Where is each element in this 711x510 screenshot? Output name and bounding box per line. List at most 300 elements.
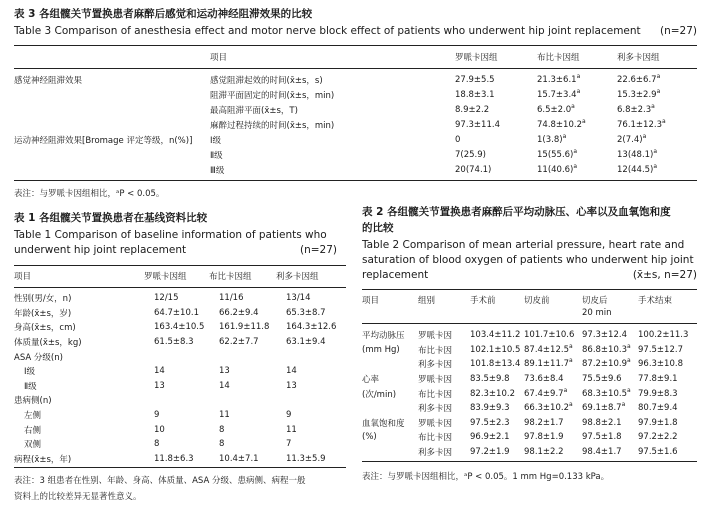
significance-mark: a	[626, 357, 631, 365]
table1-row-label	[14, 320, 154, 335]
table1-row-ropivacaine-text: 11.8±6.3	[154, 453, 194, 464]
table2-row-preop-text: 102.1±10.5	[470, 344, 521, 355]
table3-row-lidocaine	[617, 147, 697, 162]
table3-row-item-text: 最高阻滞平面(x̄±s，T)	[210, 105, 298, 116]
table3-row-group	[14, 147, 210, 162]
table3-row-group	[14, 87, 210, 102]
table2-row-postincision-text: 98.4±1.7	[582, 447, 622, 458]
table2-header	[362, 293, 697, 319]
table3-header-group	[14, 50, 210, 64]
table2-row-end-text: 96.3±10.8	[638, 359, 683, 370]
table3-row-bupivacaine	[537, 162, 617, 177]
table2-row-group-text: 罗哌卡因	[418, 418, 453, 429]
table1-row-bupivacaine	[219, 306, 286, 321]
table2-row-preop-text: 96.9±2.1	[470, 432, 510, 443]
significance-mark: a	[626, 343, 631, 351]
table3-row-group	[14, 72, 210, 87]
table3-row-bupivacaine	[537, 132, 617, 147]
table2-row-preop-text: 82.3±10.2	[470, 388, 515, 399]
table2-header-rule	[362, 323, 697, 324]
table1-row-label	[14, 291, 154, 306]
table1-row-ropivacaine	[154, 364, 219, 379]
significance-mark: a	[571, 102, 575, 110]
table2-row-preop-text: 97.2±1.9	[470, 447, 510, 458]
significance-mark: a	[562, 132, 567, 140]
significance-mark: a	[576, 87, 581, 95]
table3-row-ropivacaine	[455, 147, 537, 162]
table-row	[14, 117, 697, 132]
significance-mark: a	[656, 72, 661, 80]
table2-row-item	[362, 386, 418, 401]
table1-row-ropivacaine	[154, 335, 219, 350]
table2-title-en-2: saturation of blood oxygen of patients who underwent hip joint	[362, 254, 694, 266]
table2-row-preop-text: 103.4±11.2	[470, 330, 521, 341]
table3-row-ropivacaine-text: 0	[455, 134, 461, 145]
table2-row-preincision	[524, 343, 582, 358]
table1-row-lidocaine-text: 11.3±5.9	[286, 453, 326, 464]
table-row	[14, 437, 346, 452]
table1-header-lidocaine: 利多卡因组	[276, 272, 319, 282]
table1-row-bupivacaine-text: 161.9±11.8	[219, 322, 270, 333]
table3-footnote-text: 表注：与罗哌卡因组相比，ᵃP < 0.05。	[14, 189, 165, 199]
table3-header-lidocaine: 利多卡因组	[617, 53, 660, 63]
table1-row-ropivacaine	[154, 320, 219, 335]
table-row	[14, 147, 697, 162]
table1-row-label	[14, 379, 154, 394]
table3-row-bupivacaine-text: 21.3±6.1	[537, 74, 577, 85]
table3-row-ropivacaine	[455, 162, 537, 177]
table2-row-preop	[470, 372, 524, 387]
significance-mark: a	[568, 343, 573, 351]
table3-row-lidocaine	[617, 132, 697, 147]
table1-row-label-text: Ⅰ级	[24, 367, 36, 378]
table3-row-item	[210, 87, 455, 102]
table2-row-end	[638, 445, 697, 460]
table2-row-postincision	[582, 386, 638, 401]
table1-footnote-2: 资料上的比较差异无显著性意义。	[14, 492, 142, 502]
table2-row-end-text: 97.9±1.8	[638, 417, 678, 428]
table2-row-group-text: 布比卡因	[418, 345, 453, 356]
table2-row-item	[362, 416, 418, 431]
table3-row-lidocaine-text: 13(48.1)	[617, 149, 654, 160]
table1-row-label	[14, 306, 154, 321]
table-row	[14, 72, 697, 87]
table1-row-lidocaine	[286, 335, 346, 350]
table2-row-preop-text: 83.9±9.3	[470, 403, 510, 414]
table-row	[14, 349, 346, 364]
table2-row-postincision	[582, 372, 638, 387]
table1-row-ropivacaine-text: 64.7±10.1	[154, 307, 199, 318]
table1-bottom-rule	[14, 467, 346, 468]
table1-row-lidocaine	[286, 422, 346, 437]
table-row	[14, 87, 697, 102]
table2-row-end	[638, 416, 697, 431]
table3-title-en: Table 3 Comparison of anesthesia effect and motor nerve block effect of patients who underwent hip joint replacement	[14, 25, 641, 37]
table1-row-bupivacaine	[219, 437, 286, 452]
table3-header-item: 项目	[210, 53, 228, 63]
table2-row-group-text: 利多卡因	[418, 360, 453, 371]
table2-row-preincision	[524, 328, 582, 343]
table3-row-ropivacaine-text: 7(25.9)	[455, 149, 486, 160]
table2-row-end-text: 100.2±11.3	[638, 330, 689, 341]
table3-row-ropivacaine-text: 27.9±5.5	[455, 74, 495, 85]
table2-row-postincision-text: 98.8±2.1	[582, 417, 622, 428]
table1-row-ropivacaine-text: 12/15	[154, 293, 179, 304]
table3-row-item	[210, 72, 455, 87]
table1-row-lidocaine-text: 65.3±8.7	[286, 307, 326, 318]
table1-row-lidocaine	[286, 452, 346, 467]
table3-row-ropivacaine	[455, 87, 537, 102]
table2-row-item-text: (mm Hg)	[362, 344, 400, 355]
table-row	[362, 343, 697, 358]
table1-row-lidocaine-text: 13	[286, 380, 297, 391]
table2-header-group: 组别	[418, 295, 436, 306]
table1-row-ropivacaine-text: 14	[154, 366, 165, 377]
table3-row-lidocaine-text: 76.1±12.3	[617, 119, 662, 130]
table2-row-item	[362, 430, 418, 445]
table2-row-postincision	[582, 416, 638, 431]
table2-row-preop	[470, 357, 524, 372]
table3-header-bupivacaine: 布比卡因组	[537, 53, 580, 63]
table2-row-preincision-text: 89.1±11.7	[524, 359, 569, 370]
table3-row-lidocaine	[617, 102, 697, 117]
table1-row-label-text: 年龄(x̄±s，岁)	[14, 308, 72, 319]
table2-row-postincision	[582, 445, 638, 460]
table1-row-bupivacaine-text: 11	[219, 410, 230, 421]
table1-row-label	[14, 437, 154, 452]
table2-row-end-text: 97.5±12.7	[638, 344, 683, 355]
table1-row-label-text: ASA 分级(n)	[14, 352, 63, 363]
significance-mark: a	[656, 87, 661, 95]
table2-header-preop: 手术前	[470, 295, 496, 306]
table1-row-bupivacaine-text: 13	[219, 366, 230, 377]
table3-row-item-text: 感觉阻滞起效的时间(x̄±s，s)	[210, 75, 323, 86]
table3-body	[14, 72, 697, 177]
table3-header-ropivacaine: 罗哌卡因组	[455, 53, 498, 63]
table2-row-end	[638, 430, 697, 445]
table-row	[362, 372, 697, 387]
table1-row-lidocaine-text: 7	[286, 439, 292, 450]
table2-row-item	[362, 328, 418, 343]
table1-row-lidocaine	[286, 349, 346, 364]
significance-mark: a	[626, 386, 631, 394]
table1-row-label	[14, 393, 154, 408]
table2-row-preincision-text: 98.1±2.2	[524, 447, 564, 458]
table1-row-label-text: 双侧	[24, 440, 42, 451]
table3-row-lidocaine	[617, 87, 697, 102]
table3-row-item-text: 阻滞平面固定的时间(x̄±s，min)	[210, 90, 335, 101]
table3-row-bupivacaine-text: 74.8±10.2	[537, 119, 582, 130]
table2-row-postincision-text: 87.2±10.9	[582, 359, 627, 370]
table-row	[14, 422, 346, 437]
table1-row-lidocaine-text: 63.1±9.4	[286, 337, 326, 348]
table2-row-end	[638, 401, 697, 416]
table2-row-preincision-text: 101.7±10.6	[524, 330, 575, 341]
table1-row-lidocaine	[286, 379, 346, 394]
significance-mark: a	[563, 386, 568, 394]
table1-row-bupivacaine-text: 11/16	[219, 293, 244, 304]
table1-row-ropivacaine	[154, 393, 219, 408]
table3-row-group-text: 感觉神经阻滞效果	[14, 75, 83, 86]
table3-row-item-text: 麻醉过程持续的时间(x̄±s，min)	[210, 120, 335, 131]
table1-row-lidocaine	[286, 291, 346, 306]
table2-row-preincision-text: 73.6±8.4	[524, 374, 564, 385]
table-row	[362, 416, 697, 431]
table1-row-ropivacaine-text: 61.5±8.3	[154, 337, 194, 348]
table1-row-label-text: 病程(x̄±s，年)	[14, 454, 72, 465]
table1-row-lidocaine	[286, 408, 346, 423]
table-row	[14, 162, 697, 177]
table1-row-lidocaine	[286, 306, 346, 321]
table2-row-postincision-text: 97.3±12.4	[582, 330, 627, 341]
table3-row-ropivacaine	[455, 102, 537, 117]
table3-row-lidocaine	[617, 162, 697, 177]
table1-row-lidocaine	[286, 437, 346, 452]
table3-row-item-text: Ⅰ级	[210, 135, 222, 146]
table2-row-postincision-text: 68.3±10.5	[582, 388, 627, 399]
table2-row-postincision-text: 69.1±8.7	[582, 403, 622, 414]
table1-row-ropivacaine	[154, 422, 219, 437]
table2-row-group	[418, 430, 470, 445]
table2-row-end	[638, 328, 697, 343]
table1-row-label	[14, 452, 154, 467]
table2-row-preop-text: 101.8±13.4	[470, 359, 521, 370]
table1-row-label-text: 左侧	[24, 411, 42, 422]
table2-row-preincision-text: 66.3±10.2	[524, 403, 569, 414]
table1-row-lidocaine-text: 9	[286, 410, 292, 421]
table2-row-end	[638, 386, 697, 401]
table3-row-lidocaine-text: 12(44.5)	[617, 164, 654, 175]
table1-row-ropivacaine-text: 10	[154, 424, 165, 435]
table2-row-preincision-text: 98.2±1.7	[524, 417, 564, 428]
table1-row-lidocaine	[286, 393, 346, 408]
table3-row-lidocaine-text: 6.8±2.3	[617, 104, 652, 115]
table1-row-bupivacaine	[219, 379, 286, 394]
table2-row-end-text: 80.7±9.4	[638, 403, 678, 414]
table3-row-lidocaine-text: 2(7.4)	[617, 134, 643, 145]
table2-title-en-3: replacement	[362, 269, 429, 281]
table1-row-bupivacaine	[219, 349, 286, 364]
table1-row-ropivacaine	[154, 306, 219, 321]
table2-row-group	[418, 386, 470, 401]
table2-row-group-text: 罗哌卡因	[418, 375, 453, 386]
table1-row-bupivacaine	[219, 422, 286, 437]
table2-row-postincision	[582, 430, 638, 445]
table2-row-preincision	[524, 430, 582, 445]
table1-row-lidocaine	[286, 364, 346, 379]
table3-row-ropivacaine	[455, 72, 537, 87]
table1-header-rule	[14, 287, 346, 288]
table2-row-group-text: 利多卡因	[418, 404, 453, 415]
significance-mark: a	[621, 401, 626, 409]
table3-row-bupivacaine	[537, 102, 617, 117]
table2-top-rule	[362, 289, 697, 290]
table3-row-bupivacaine-text: 6.5±2.0	[537, 104, 572, 115]
table1-row-bupivacaine-text: 66.2±9.4	[219, 307, 259, 318]
table1-row-ropivacaine-text: 13	[154, 380, 165, 391]
table1-row-label	[14, 408, 154, 423]
table1-row-ropivacaine-text: 9	[154, 410, 160, 421]
table1-row-bupivacaine	[219, 408, 286, 423]
table3-header	[14, 50, 697, 64]
table2-row-end	[638, 357, 697, 372]
table2-row-group-text: 罗哌卡因	[418, 331, 453, 342]
table2-row-preop	[470, 430, 524, 445]
table2-row-postincision	[582, 343, 638, 358]
table3-row-ropivacaine-text: 97.3±11.4	[455, 119, 500, 130]
table2-row-end-text: 79.9±8.3	[638, 388, 678, 399]
table1-row-ropivacaine	[154, 379, 219, 394]
table1-row-bupivacaine	[219, 393, 286, 408]
table2-title-zh-1: 表 2 各组髋关节置换患者麻醉后平均动脉压、心率以及血氧饱和度	[362, 206, 671, 218]
table1-row-ropivacaine	[154, 408, 219, 423]
significance-mark: a	[653, 147, 658, 155]
table1-row-bupivacaine-text: 8	[219, 424, 225, 435]
table2-body	[362, 328, 697, 459]
table3-row-group	[14, 162, 210, 177]
significance-mark: a	[581, 117, 586, 125]
significance-mark: a	[576, 72, 581, 80]
table3-row-lidocaine-text: 22.6±6.7	[617, 74, 657, 85]
table1-row-bupivacaine-text: 62.2±7.7	[219, 337, 259, 348]
table3-row-ropivacaine	[455, 117, 537, 132]
table2-row-preop	[470, 343, 524, 358]
table3-row-bupivacaine-text: 1(3.8)	[537, 134, 563, 145]
table3-row-bupivacaine	[537, 117, 617, 132]
table3-row-ropivacaine-text: 18.8±3.1	[455, 89, 495, 100]
table3-top-rule	[14, 45, 697, 46]
table1-footnote-1: 表注：3 组患者在性别、年龄、身高、体质量、ASA 分级、患病侧、病程一般	[14, 476, 306, 486]
table2-row-group	[418, 401, 470, 416]
table3-title-zh: 表 3 各组髋关节置换患者麻醉后感觉和运动神经阻滞效果的比较	[14, 8, 313, 20]
table2-row-group-text: 利多卡因	[418, 448, 453, 459]
table1-row-label	[14, 335, 154, 350]
table1-row-label-text: 患病侧(n)	[14, 396, 52, 407]
table-row	[362, 357, 697, 372]
significance-mark: a	[653, 162, 658, 170]
table2-row-item	[362, 445, 418, 460]
significance-mark: a	[573, 147, 578, 155]
table1-body	[14, 291, 346, 466]
table3-row-bupivacaine-text: 15.7±3.4	[537, 89, 577, 100]
table3-row-bupivacaine-text: 15(55.6)	[537, 149, 574, 160]
table3-row-lidocaine-text: 15.3±2.9	[617, 89, 657, 100]
table1-row-bupivacaine-text: 10.4±7.1	[219, 453, 259, 464]
table2-row-preop-text: 97.5±2.3	[470, 417, 510, 428]
table3-row-ropivacaine-text: 8.9±2.2	[455, 104, 490, 115]
table2-row-end	[638, 343, 697, 358]
table2-header-preincision: 切皮前	[524, 295, 550, 306]
table2-row-group	[418, 357, 470, 372]
table2-row-preincision	[524, 416, 582, 431]
table2-row-preop-text: 83.5±9.8	[470, 374, 510, 385]
table1-row-ropivacaine	[154, 291, 219, 306]
table2-row-preincision	[524, 372, 582, 387]
table2-header-item: 项目	[362, 295, 380, 306]
table2-row-end-text: 97.5±1.6	[638, 447, 678, 458]
table3-row-group	[14, 102, 210, 117]
table-row	[14, 132, 697, 147]
table2-row-preop	[470, 401, 524, 416]
table2-row-postincision	[582, 357, 638, 372]
table1-row-lidocaine-text: 14	[286, 366, 297, 377]
table1-row-label	[14, 422, 154, 437]
table2-row-item	[362, 372, 418, 387]
table2-row-postincision-text: 75.5±9.6	[582, 374, 622, 385]
table3-footnote	[14, 187, 164, 199]
table2-row-postincision	[582, 328, 638, 343]
table1-row-label-text: 身高(x̄±s，cm)	[14, 323, 76, 334]
table1-title-en-2: underwent hip joint replacement	[14, 244, 187, 256]
table1-row-bupivacaine-text: 8	[219, 439, 225, 450]
table2-row-preop	[470, 328, 524, 343]
table2-row-preincision-text: 97.8±1.9	[524, 432, 564, 443]
table2-row-item-text: 心率	[362, 375, 380, 386]
significance-mark: a	[661, 117, 666, 125]
table1-row-lidocaine-text: 13/14	[286, 293, 311, 304]
table1-header-bupivacaine: 布比卡因组	[209, 272, 252, 282]
table3-row-bupivacaine	[537, 147, 617, 162]
table3-row-ropivacaine-text: 20(74.1)	[455, 164, 492, 175]
table3-row-bupivacaine-text: 11(40.6)	[537, 164, 574, 175]
table2-row-group-text: 布比卡因	[418, 389, 453, 400]
table3-bottom-rule	[14, 180, 697, 181]
table2-n-note: (x̄±s, n=27)	[632, 269, 697, 281]
table-row	[14, 364, 346, 379]
table-row	[14, 379, 346, 394]
table3-row-item	[210, 147, 455, 162]
table-row	[14, 393, 346, 408]
table2-row-postincision	[582, 401, 638, 416]
table1-row-label-text: 右侧	[24, 425, 42, 436]
table3-row-ropivacaine	[455, 132, 537, 147]
table2-row-group	[418, 445, 470, 460]
significance-mark: a	[651, 102, 655, 110]
table1-row-label-text: 性别(男/女，n)	[14, 294, 72, 305]
table1-row-ropivacaine	[154, 437, 219, 452]
table2-row-preop	[470, 386, 524, 401]
table2-header-postincision: 切皮后	[582, 295, 608, 306]
table2-row-item-text: 血氧饱和度	[362, 418, 405, 429]
table3-row-group-text: 运动神经阻滞效果[Bromage 评定等级，n(%)]	[14, 135, 193, 146]
table2-row-preincision	[524, 357, 582, 372]
table3-row-bupivacaine	[537, 72, 617, 87]
table1-row-label-text: 体质量(x̄±s，kg)	[14, 338, 82, 349]
table1-row-label	[14, 349, 154, 364]
table1-row-lidocaine-text: 164.3±12.6	[286, 322, 337, 333]
table2-row-group-text: 布比卡因	[418, 433, 453, 444]
table3-row-lidocaine	[617, 72, 697, 87]
table2-title-zh-2: 的比较	[362, 222, 394, 234]
table1-row-label-text: Ⅱ级	[24, 381, 37, 392]
significance-mark: a	[568, 357, 573, 365]
table2-row-preop	[470, 445, 524, 460]
table2-title-en-1: Table 2 Comparison of mean arterial pressure, heart rate and	[362, 239, 685, 251]
table3-row-lidocaine	[617, 117, 697, 132]
significance-mark: a	[573, 162, 578, 170]
table1-row-lidocaine	[286, 320, 346, 335]
table2-row-preincision-text: 87.4±12.5	[524, 344, 569, 355]
table-row	[14, 320, 346, 335]
table2-row-group	[418, 328, 470, 343]
table2-row-postincision-text: 97.5±1.8	[582, 432, 622, 443]
table1-row-ropivacaine-text: 8	[154, 439, 160, 450]
table1-row-ropivacaine	[154, 452, 219, 467]
table-row	[14, 291, 346, 306]
significance-mark: a	[642, 132, 647, 140]
table3-row-item-text: Ⅱ级	[210, 150, 223, 161]
table3-n-note: (n=27)	[659, 25, 697, 37]
